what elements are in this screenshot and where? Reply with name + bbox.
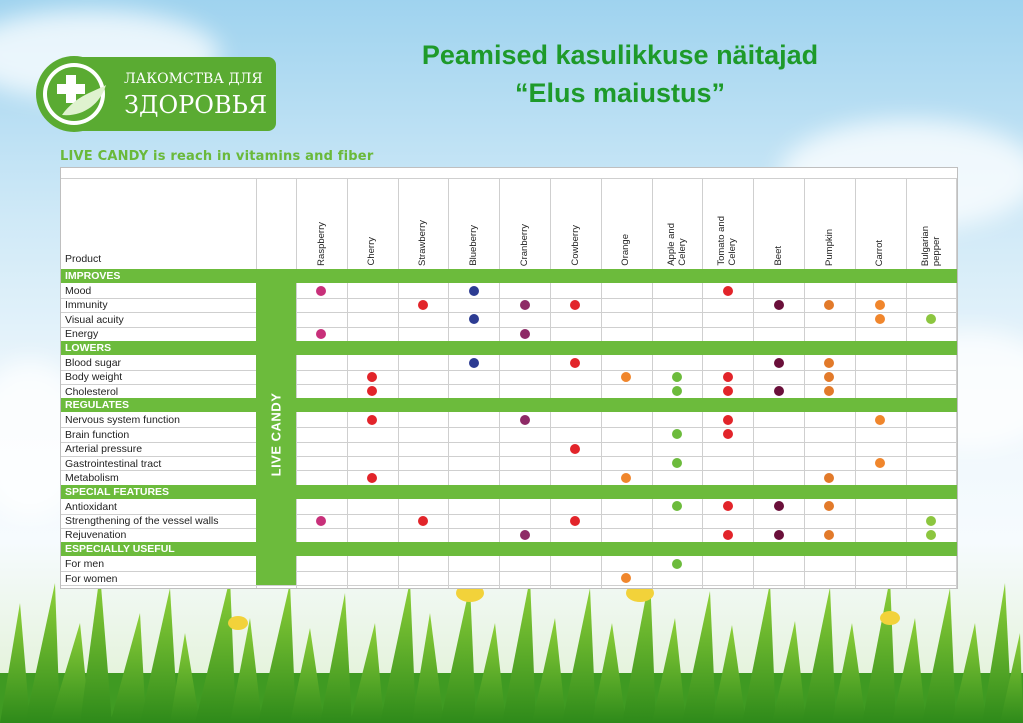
benefit-dot xyxy=(824,372,834,382)
column-header xyxy=(550,178,600,266)
benefit-dot xyxy=(723,372,733,382)
column-header-label: Apple and Celery xyxy=(665,223,688,266)
benefit-dot xyxy=(316,516,326,526)
section-header-label: IMPROVES xyxy=(65,270,121,282)
row-divider xyxy=(61,585,957,586)
section-header xyxy=(61,485,957,499)
benefit-dot xyxy=(621,473,631,483)
row-divider xyxy=(61,442,957,443)
column-header xyxy=(499,178,549,266)
benefit-dot xyxy=(520,415,530,425)
column-header-label: Beet xyxy=(772,246,784,266)
logo-text-line1: ЛАКОМСТВА ДЛЯ xyxy=(124,71,263,87)
column-header xyxy=(753,178,803,266)
row-label: Brain function xyxy=(65,428,130,441)
benefit-dot xyxy=(926,530,936,540)
row-label: Energy xyxy=(65,328,99,341)
row-label: Nervous system function xyxy=(65,414,180,427)
benefit-dot xyxy=(824,300,834,310)
benefit-dot xyxy=(570,300,580,310)
row-label: Mood xyxy=(65,285,92,297)
benefit-dot xyxy=(723,501,733,511)
benefit-dot xyxy=(621,573,631,583)
row-label: Blood sugar xyxy=(65,356,122,369)
benefit-dot xyxy=(367,386,377,396)
column-header xyxy=(601,178,651,266)
benefit-dot xyxy=(367,372,377,382)
column-header xyxy=(448,178,498,266)
benefit-dot xyxy=(875,458,885,468)
page-title xyxy=(340,36,900,112)
benefit-dot xyxy=(672,458,682,468)
benefit-dot xyxy=(316,329,326,339)
column-header xyxy=(855,178,905,266)
row-label: Immunity xyxy=(65,299,108,312)
column-header-label: Pumpkin xyxy=(823,229,835,266)
row-divider xyxy=(61,470,957,471)
benefit-dot xyxy=(520,530,530,540)
row-divider xyxy=(61,456,957,457)
column-header-label: Cherry xyxy=(366,237,378,266)
side-label xyxy=(258,374,294,494)
benefit-dot xyxy=(469,286,479,296)
section-header xyxy=(61,542,957,556)
row-label: Cholesterol xyxy=(65,385,119,398)
benefit-dot xyxy=(824,358,834,368)
benefit-dot xyxy=(926,314,936,324)
section-header-label: LOWERS xyxy=(65,341,112,354)
column-header xyxy=(652,178,702,266)
benefit-dot xyxy=(824,386,834,396)
benefit-dot xyxy=(774,530,784,540)
row-label: Metabolism xyxy=(65,471,119,484)
benefit-dot xyxy=(774,501,784,511)
column-header-label: Orange xyxy=(620,234,632,266)
column-header xyxy=(906,178,956,266)
row-label: Antioxidant xyxy=(65,500,117,513)
product-header: Product xyxy=(65,253,102,265)
benefit-dot xyxy=(672,386,682,396)
benefit-dot xyxy=(570,358,580,368)
column-header-label: Strawberry xyxy=(417,220,429,266)
benefit-dot xyxy=(469,358,479,368)
benefit-dot xyxy=(418,516,428,526)
benefit-dot xyxy=(723,286,733,296)
brand-logo xyxy=(36,55,278,133)
row-label: Body weight xyxy=(65,371,123,384)
section-header xyxy=(61,269,957,283)
title-line1: Peamised kasulikkuse näitajad xyxy=(421,40,819,70)
row-divider xyxy=(61,298,957,299)
benefit-dot xyxy=(723,386,733,396)
benefit-dot xyxy=(824,473,834,483)
column-header xyxy=(702,178,752,266)
row-divider xyxy=(61,370,957,371)
benefit-dot xyxy=(723,530,733,540)
benefit-dot xyxy=(621,372,631,382)
column-divider xyxy=(956,178,957,588)
benefit-dot xyxy=(875,300,885,310)
benefit-dot xyxy=(875,415,885,425)
header-top-line xyxy=(61,178,957,179)
benefit-dot xyxy=(672,372,682,382)
benefit-dot xyxy=(824,530,834,540)
benefit-dot xyxy=(723,429,733,439)
column-header-label: Carrot xyxy=(874,239,886,266)
benefit-dot xyxy=(672,501,682,511)
side-label-text: LIVE CANDY xyxy=(268,392,284,477)
row-label: For women xyxy=(65,572,118,585)
section-header-label: ESPECIALLY USEFUL xyxy=(65,543,175,556)
row-divider xyxy=(61,427,957,428)
section-header xyxy=(61,341,957,355)
benefit-dot xyxy=(520,300,530,310)
column-header-label: Blueberry xyxy=(467,225,479,266)
column-header xyxy=(347,178,397,266)
benefit-dot xyxy=(672,429,682,439)
benefit-dot xyxy=(367,473,377,483)
benefit-dot xyxy=(367,415,377,425)
benefit-dot xyxy=(672,559,682,569)
row-label: Rejuvenation xyxy=(65,529,127,542)
section-header-label: REGULATES xyxy=(65,399,129,412)
benefit-dot xyxy=(926,516,936,526)
row-divider xyxy=(61,312,957,313)
benefit-dot xyxy=(570,444,580,454)
row-divider xyxy=(61,327,957,328)
row-label: Strengthening of the vessel walls xyxy=(65,515,219,528)
column-header-label: Tomato and Celery xyxy=(716,216,739,266)
column-header-label: Cowberry xyxy=(569,225,581,266)
column-header xyxy=(398,178,448,266)
logo-text-line2: ЗДОРОВЬЯ xyxy=(124,91,268,119)
benefit-dot xyxy=(774,386,784,396)
section-header xyxy=(61,398,957,412)
section-header-label: SPECIAL FEATURES xyxy=(65,485,170,498)
benefit-dot xyxy=(570,516,580,526)
row-divider xyxy=(61,528,957,529)
column-header xyxy=(296,178,346,266)
row-label: For men xyxy=(65,558,105,571)
column-header-label: Raspberry xyxy=(315,222,327,266)
benefit-dot xyxy=(875,314,885,324)
benefit-dot xyxy=(774,358,784,368)
column-header-label: Cranberry xyxy=(518,223,530,266)
benefit-dot xyxy=(723,415,733,425)
table-subtitle: LIVE CANDY is reach in vitamins and fiber xyxy=(60,149,374,164)
row-divider xyxy=(61,571,957,572)
benefit-dot xyxy=(520,329,530,339)
column-header xyxy=(804,178,854,266)
benefit-dot xyxy=(469,314,479,324)
column-header-label: Bulgarian pepper xyxy=(919,225,942,266)
row-label: Gastrointestinal tract xyxy=(65,457,162,470)
row-label: Arterial pressure xyxy=(65,443,143,456)
benefit-dot xyxy=(774,300,784,310)
benefit-dot xyxy=(418,300,428,310)
benefit-dot xyxy=(824,501,834,511)
row-divider xyxy=(61,384,957,385)
title-line2: “Elus maiustus” xyxy=(514,78,726,108)
benefit-dot xyxy=(316,286,326,296)
benefits-table xyxy=(60,167,958,589)
row-label: Visual acuity xyxy=(65,313,124,326)
